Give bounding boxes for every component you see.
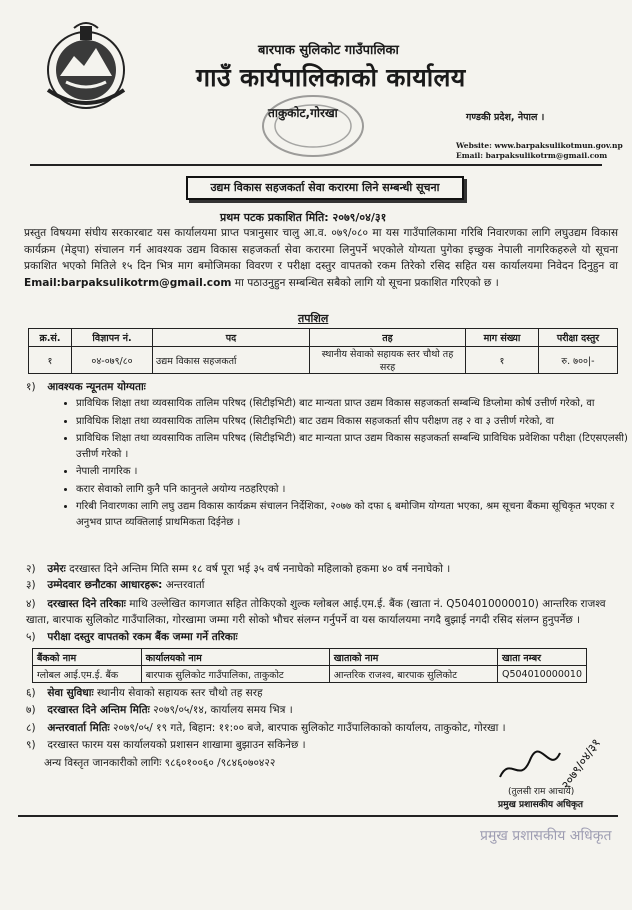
section-6: ६) सेवा सुविधाः स्थानीय सेवाको सहायक स्तर चौथो तह सरह xyxy=(26,687,263,699)
website-link[interactable]: Website: www.barpaksulikotmun.gov.np xyxy=(456,141,623,150)
cell-fee: रु. ७००|- xyxy=(539,347,618,374)
section-5: ५) परीक्षा दस्तुर वापतको रकम बैंक जम्मा गर्ने तरिकाः xyxy=(26,631,238,643)
intro-end-text: मा पठाउनुहुन सम्बन्धित सबैको लागि यो सूचना प्रकाशित गरिएको छ । xyxy=(234,276,499,289)
section-4: ४) दरखास्त दिने तरिकाः माथि उल्लेखित कागजात सहित तोकिएको शुल्क ग्लोबल आई.एम.ई. बैंक (खाता नं. Q504010000010) आन्तरिक राजश्व खाता, बारपाक सुलिकोट गाउँपालिका, गोरखामा जम्मा गरी सोको भौचर संलग्न गर्नुपर्ने वा यस कार्यालयमा नगदै बुझाई नगदी रसिद संलग्न हुनुपर्नेछ । xyxy=(26,598,606,626)
bank-header-row: बैंकको नाम कार्यालयको नाम खाताको नाम खाता नम्बर xyxy=(33,649,587,666)
section-1: १) आवश्यक न्यूनतम योग्यताः xyxy=(26,381,146,393)
section-3: ३) उम्मेदवार छनौटका आधारहरू: अन्तरवार्ता xyxy=(26,579,205,591)
footer-divider xyxy=(18,815,618,817)
signature-icon xyxy=(470,715,610,795)
signatory-name: (तुलसी राम आचार्य) xyxy=(508,787,575,797)
list-item: • गरिबी निवारणका लागि लघु उद्यम विकास कार्यक्रम संचालन निर्देशिका, २०७७ को दफा ६ बमोजिम योग्यता भएका, श्रम सूचना बैंकमा सूचिकृत भएका र अनुभव प्राप्त व्यक्तिलाई प्राथमिकता दिईनेछ । xyxy=(76,499,632,530)
table-header-row xyxy=(29,329,618,347)
section-1-title: आवश्यक न्यूनतम योग्यताः xyxy=(47,381,146,393)
list-item: • नेपाली नागरिक । xyxy=(76,464,632,480)
intro-paragraph xyxy=(24,225,618,291)
cell-post: उद्यम विकास सहजकर्ता xyxy=(153,347,310,374)
footer-stamp: प्रमुख प्रशासकीय अधिकृत xyxy=(480,828,612,844)
vacancy-table xyxy=(28,328,618,374)
col-ad-no: विज्ञापन नं. xyxy=(72,329,153,347)
cell-ad-no: ०४-०७९/८० xyxy=(72,347,153,374)
list-item: • प्राविधिक शिक्षा तथा व्यवसायिक तालिम परिषद (सिटीइभिटी) बाट मान्यता प्राप्त उद्यम विकास सहजकर्ता सम्बन्धि डिप्लोमा कोर्ष उत्तीर्ण गरेको, वा xyxy=(76,396,632,412)
col-demand: माग संख्या xyxy=(466,329,539,347)
government-emblem-icon xyxy=(40,20,132,112)
published-date: प्रथम पटक प्रकाशित मिति: २०७९/०४/३१ xyxy=(220,211,387,224)
intro-email[interactable]: Email:barpaksulikotrm@gmail.com xyxy=(24,276,232,289)
header-divider xyxy=(30,164,602,166)
cell-demand: १ xyxy=(466,347,539,374)
cell-sn: १ xyxy=(29,347,72,374)
office-stamp-icon xyxy=(258,92,368,160)
table-row: ग्लोबल आई.एम.ई. बैंक बारपाक सुलिकोट गाउँपालिका, ताकुकोट आन्तरिक राजश्व, बारपाक सुलिकोट Q504010000010 xyxy=(33,666,587,683)
office-name: गाउँ कार्यपालिकाको कार्यालय xyxy=(196,63,466,92)
notice-title: उद्यम विकास सहजकर्ता सेवा करारमा लिने सम्बन्धी सूचना xyxy=(186,176,464,200)
municipality-name: बारपाक सुलिकोट गाउँपालिका xyxy=(258,43,399,58)
email-link[interactable]: Email: barpaksulikotrm@gmail.com xyxy=(456,151,608,160)
signatory-title: प्रमुख प्रशासकीय अधिकृत xyxy=(498,800,584,810)
intro-text: प्रस्तुत विषयमा संघीय सरकारबाट यस कार्यालयमा प्राप्त पत्रानुसार चालु आ.व. ०७९/०८० मा यस गाउँपालिकामा गरिबि निवारणका लागि लघुउद्यम विकास कार्यक्रम (मेड्पा) संचालन गर्न आवश्यक उद्यम विकास सहजकर्ता सेवा करारमा लिनुपर्ने भएकोले योग्यता पुगेका इच्छुक नेपाली नागरिकहरुले यो सूचना प्रकाशित भएको मितिले १५ दिन भित्र माग बमोजिमका विवरण र परीक्षा दस्तुर वापतको रकम तिरेको रसिद सहित यस कार्यालयमा निवेदन दिनुहुन वा xyxy=(24,227,618,272)
requirements-list xyxy=(62,396,632,532)
col-fee: परीक्षा दस्तुर xyxy=(539,329,618,347)
list-item: • प्राविधिक शिक्षा तथा व्यवसायिक तालिम परिषद (सिटीइभिटी) बाट उद्यम विकास सहजकर्ता सीप परीक्षण तह २ वा ३ उत्तीर्ण गरेको, वा xyxy=(76,414,632,430)
section-9: ९) दरखास्त फारम यस कार्यालयको प्रशासन शाखामा बुझाउन सकिनेछ । xyxy=(26,739,306,751)
table-row xyxy=(29,347,618,374)
section-8: ८) अन्तरवार्ता मितिः २०७९/०५/ १९ गते, बिहान: ११:०० बजे, बारपाक सुलिकोट गाउँपालिकाको कार्यालय, ताकुकोट, गोरखा । xyxy=(26,722,506,734)
contact-info: अन्य विस्तृत जानकारीको लागिः ९८६०१००६० /९८४६०७०४२२ xyxy=(44,757,276,769)
office-address: ताकुकोट,गोरखा xyxy=(268,106,338,120)
col-post: पद xyxy=(153,329,310,347)
details-heading: तपशिल xyxy=(298,312,329,325)
cell-level: स्थानीय सेवाको सहायक स्तर चौथो तह सरह xyxy=(310,347,466,374)
bank-table xyxy=(32,648,587,683)
section-2: २) उमेरः दरखास्त दिने अन्तिम मिति सम्म १८ वर्ष पूरा भई ३५ वर्ष ननाघेको महिलाको हकमा ४० वर्ष ननाघेको । xyxy=(26,563,451,575)
province-label: गण्डकी प्रदेश, नेपाल । xyxy=(466,112,545,123)
list-item: • प्राविधिक शिक्षा तथा व्यवसायिक तालिम परिषद (सिटीइभिटी) बाट मान्यता प्राप्त उद्यम विकास सहजकर्ता सम्बन्धि प्राविधिक प्रवेशिका परीक्षा (टिएसएलसी) उत्तीर्ण गरेको । xyxy=(76,431,632,462)
col-sn: क्र.सं. xyxy=(29,329,72,347)
list-item: • करार सेवाको लागि कुनै पनि कानुनले अयोग्य नठहरिएको । xyxy=(76,482,632,498)
section-7: ७) दरखास्त दिने अन्तिम मितिः २०७९/०५/१४, कार्यालय समय भित्र । xyxy=(26,704,293,716)
svg-text:२०७९/०४/३१: २०७९/०४/३१ xyxy=(558,736,604,792)
col-level: तह xyxy=(310,329,466,347)
